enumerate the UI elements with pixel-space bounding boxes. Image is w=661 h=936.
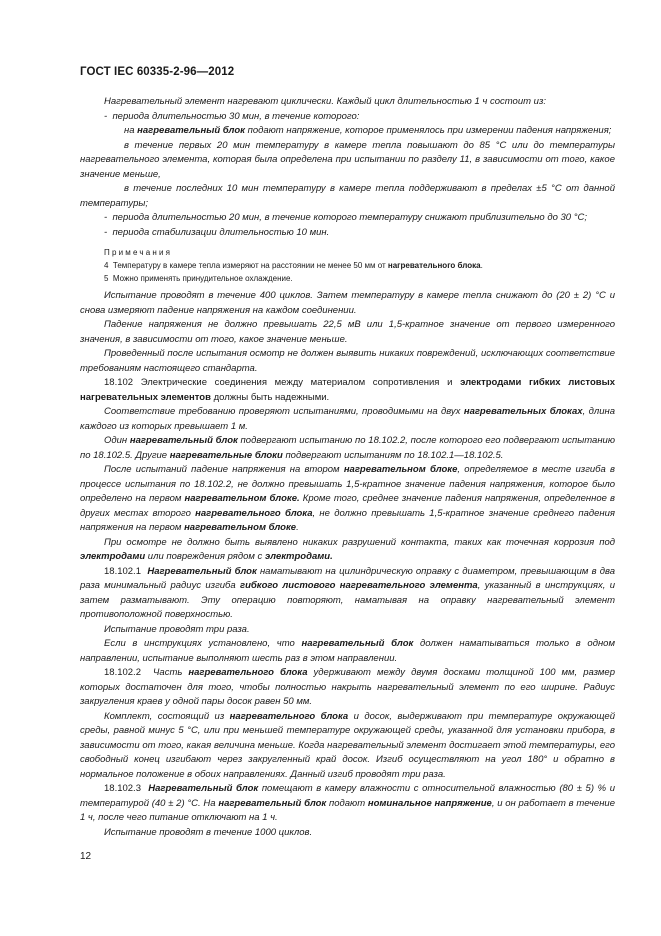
notes-list [80,259,615,285]
note-item: 5 Можно применять принудительное охлаждение. [104,274,293,283]
paragraph: Испытание проводят в течение 1000 циклов. [104,826,313,838]
paragraph: - периода длительностью 30 мин, в течение которого: [104,110,360,122]
page-body [80,95,615,840]
paragraph: Испытание проводят в течение 400 циклов. Затем температуру в камере тепла снижают до (20 ± 2) °С и снова измеряют падение напряжения на каждом соединении. [80,290,615,316]
paragraph: При осмотре не должно быть выявлено никаких разрушений контакта, таких как точечная коррозия под электродами или повреждения рядом с электродами. [80,536,615,562]
paragraph: Падение напряжения не должно превышать 22,5 мВ или 1,5-кратное значение от первого измеренного значения, в зависимости от того, какое значение меньше. [80,319,615,345]
paragraph: 18.102.2 Часть нагревательного блока удерживают между двумя досками толщиной 100 мм, размер которых достаточен для того, чтобы полностью накрыть нагревательный элемент по его ширине. Радиус закругления краев у одной пары досок равен 50 мм. [80,667,615,707]
paragraph: 18.102 Электрические соединения между материалом сопротивления и электродами гибких листовых нагревательных элементов должны быть надежными. [80,377,615,403]
page-header: ГОСТ IEC 60335-2-96—2012 [80,66,235,78]
note-item: 4 Температуру в камере тепла измеряют на расстоянии не менее 50 мм от нагревательного блока. [104,261,483,270]
paragraph: - периода длительностью 20 мин, в течение которого температуру снижают приблизительно до 30 °С; [104,212,587,223]
paragraph: в течение последних 10 мин температуру в камере тепла поддерживают в пределах ±5 °С от данной температуры; [80,183,615,209]
paragraph: Если в инструкциях установлено, что нагревательный блок должен наматываться только в одном направлении, испытание выполняют шесть раз в этом направлении. [80,638,615,664]
paragraph: 18.102.3 Нагревательный блок помещают в камеру влажности с относительной влажностью (80 ± 5) % и температурой (40 ± 2) °С. На нагревательный блок подают номинальное напряжение, и он работает в течение 1 ч, после чего питание отключают на 1 ч. [80,783,615,823]
notes-title: Примечания [104,248,173,257]
paragraph: на нагревательный блок подают напряжение, которое применялось при измерении падения напряжения; [124,125,612,136]
paragraph: - периода стабилизации длительностью 10 мин. [104,226,330,238]
heating-cycle-block [80,95,615,240]
paragraph: После испытаний падение напряжения на втором нагревательном блоке, определяемое в месте изгиба в процессе испытания по 18.102.2, не должно превышать 1,5-кратное значение падения напряжения, которое было определено на первом нагревательном блоке. Кроме того, среднее значение падения напряжения, определенное в других местах второго нагревательного блока, не должно превышать 1,5-кратное значение среднего падения напряжения на первом нагревательном блоке. [80,464,615,533]
paragraph: Испытание проводят три раза. [104,623,250,635]
paragraph: Соответствие требованию проверяют испытаниями, проводимыми на двух нагревательных блоках, длина каждого из которых превышает 1 м. [80,406,616,432]
paragraph: Комплект, состоящий из нагревательного блока и досок, выдерживают при температуре окружающей среды, равной минус 5 °С, или при меньшей температуре окружающей среды, указанной для установки прибора, в зависимости от того, какая величина меньше. Когда нагревательный элемент достигает этой температуры, его свободный конец изгибают через закругленный край досок. Изгиб осуществляют на угол 180° и обратно в нормальное положение в обоих направлениях. Данный изгиб проводят три раза. [80,710,615,780]
paragraph: Проведенный после испытания осмотр не должен выявить никаких повреждений, исключающих соответствие требованиям настоящего стандарта. [80,348,615,374]
notes-block [80,246,615,285]
paragraph: Один нагревательный блок подвергают испытанию по 18.102.2, после которого его подвергают испытанию по 18.102.5. Другие нагревательные блоки подвергают испытаниям по 18.102.1—18.102.5. [80,435,615,461]
requirements-block [80,289,615,840]
paragraph: 18.102.1 Нагревательный блок наматывают на цилиндрическую оправку с диаметром, превышающим в два раза минимальный радиус изгиба гибкого листового нагревательного элемента, указанный в инструкциях, и затем разматывают. Эту операцию повторяют, наматывая на оправку нагревательный элемент противоположной поверхностью. [80,565,616,620]
paragraph: Нагревательный элемент нагревают циклически. Каждый цикл длительностью 1 ч состоит из: [104,96,546,107]
page-number: 12 [80,851,92,862]
paragraph: в течение первых 20 мин температуру в камере тепла повышают до 85 °С или до температуры нагревательного элемента, которая была определена при испытании по разделу 11, в зависимости от того, какое значение меньше, [80,139,615,180]
